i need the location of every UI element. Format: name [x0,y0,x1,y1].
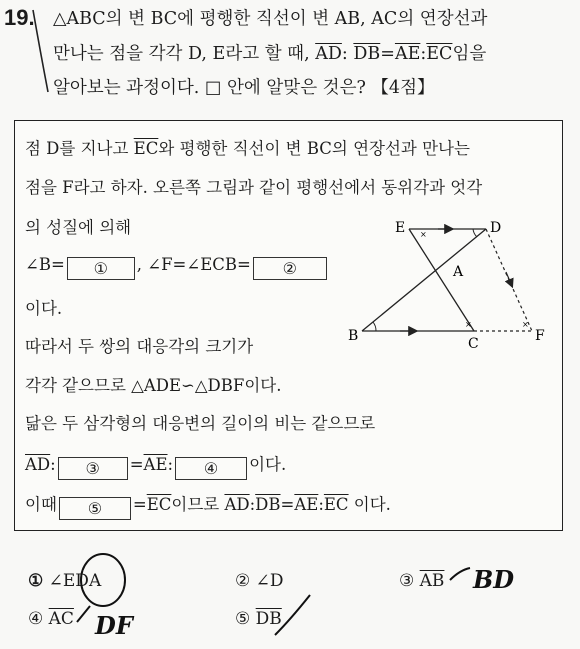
choice-1-text: ∠EDA [48,571,102,591]
svg-text:×: × [522,320,529,329]
point-label-A: A [453,264,464,280]
segment-EC [409,229,474,331]
choice-4-text: $\overline{AC}$ [48,609,74,629]
segment-BD [362,229,486,331]
choice-4-mark: ④ [28,609,44,629]
question-line-1: △ABC의 변 BC에 평행한 직선이 변 AB, AC의 연장선과 [53,9,488,29]
proof-line-9: $\overline{AD}$: ③ $=\overline{AE}$: ④ 이다. [25,455,287,478]
proof-line-1: 점 D를 지나고 $\overline{EC}$와 평행한 직선이 변 BC의 연장선과 만나는 [25,139,470,158]
answer-blank-3: ③ [58,457,128,480]
point-label-C: C [468,336,479,352]
proof-line-4: ∠B= ① , ∠F=∠ECB= ② [25,255,329,280]
proof-line-8: 닮은 두 삼각형의 대응변의 길이의 비는 같으므로 [25,414,376,433]
proof-box [14,120,563,531]
answer-blank-4: ④ [175,457,247,480]
handwritten-note-bd: BD [473,565,515,594]
handwritten-strike-4 [77,606,90,622]
choice-5-text: $\overline{DB}$ [255,609,282,629]
answer-blank-1: ① [67,257,135,280]
proof-line-3: 의 성질에 의해 [25,218,132,237]
geometry-figure [340,214,558,354]
handwritten-marks [0,540,580,649]
svg-text:×: × [465,320,472,329]
proof-line-7: 각각 같으므로 △ADE∽△DBF이다. [25,376,282,395]
handwritten-slash-mark [0,0,60,110]
handwritten-note-df: DF [95,611,133,640]
choice-3-text: $\overline{AB}$ [419,571,445,591]
choice-1-mark: ① [28,571,44,591]
proof-line-10: 이때 ⑤ $=\overline{EC}$이므로 $\overline{AD}:\overline{DB}=\overline{AE}:\overline{EC}$ 이다. [25,495,391,518]
answer-blank-2: ② [253,257,327,280]
choice-2-text: ∠D [255,571,284,591]
question-line-3: 알아보는 과정이다. □ 안에 알맞은 것은? 【4점】 [53,78,435,98]
question-line-2: 만나는 점을 각각 D, E라고 할 때, $\overline{AD}$: $\overline{DB}=\overline{AE}:\overline{EC}$임을 [53,44,487,64]
choice-3-mark: ③ [399,571,415,591]
point-label-F: F [535,328,545,344]
answer-blank-5: ⑤ [59,497,131,520]
choice-2-mark: ② [235,571,251,591]
handwritten-strike-3 [450,568,470,580]
point-label-B: B [348,328,359,344]
choice-5-mark: ⑤ [235,609,251,629]
point-label-D: D [490,220,502,236]
proof-line-5: 이다. [25,299,63,318]
point-label-E: E [395,220,406,236]
proof-line-6: 따라서 두 쌍의 대응각의 크기가 [25,337,254,356]
question-number: 19. [4,5,35,30]
svg-text:×: × [420,230,427,239]
proof-line-2: 점을 F라고 하자. 오른쪽 그림과 같이 평행선에서 동위각과 엇각 [25,178,483,197]
handwritten-circle [81,554,125,606]
parallel-arrow-DF [506,272,512,286]
handwritten-strike-5 [275,595,310,635]
